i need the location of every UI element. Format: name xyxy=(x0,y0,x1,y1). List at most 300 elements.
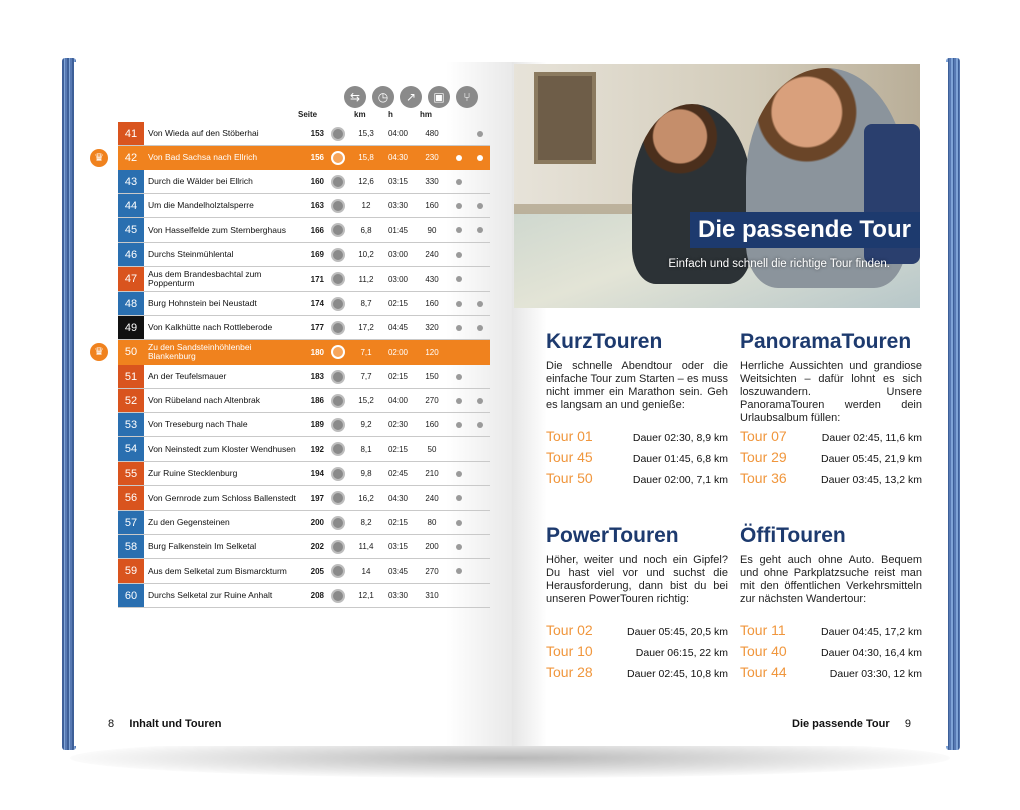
tour-km: 11,2 xyxy=(358,274,374,284)
category-oeffitouren xyxy=(740,524,922,685)
marker-bus xyxy=(448,227,469,233)
marker-dot-icon xyxy=(456,568,462,574)
tour-elevation: 240 xyxy=(425,250,439,259)
title-banner xyxy=(690,212,920,248)
tour-page: 194 xyxy=(310,469,324,478)
difficulty-icon xyxy=(331,491,345,505)
tour-page: 208 xyxy=(310,591,324,600)
tour-elevation: 270 xyxy=(425,566,439,576)
difficulty-icon xyxy=(324,442,352,456)
marker-bus xyxy=(448,325,469,331)
tour-link[interactable]: Tour 29 xyxy=(740,449,787,465)
marker-bus xyxy=(448,471,469,477)
tour-km: 11,4 xyxy=(358,542,374,551)
tour-page: 183 xyxy=(310,372,324,381)
marker-bus xyxy=(448,203,469,209)
tour-km: 12 xyxy=(361,201,371,210)
tour-info: Dauer 03:30, 12 km xyxy=(829,668,922,680)
category-title: PanoramaTouren xyxy=(740,330,912,353)
marker-dot-icon xyxy=(456,398,462,404)
tour-info: Dauer 03:45, 13,2 km xyxy=(821,474,922,486)
tour-row[interactable] xyxy=(118,194,490,218)
marker-dot-icon xyxy=(456,374,462,380)
tour-page: 186 xyxy=(310,396,324,405)
tour-elevation: 330 xyxy=(425,177,439,186)
difficulty-icon xyxy=(331,345,345,359)
tour-page: 205 xyxy=(310,566,324,576)
tour-row[interactable] xyxy=(118,267,490,292)
marker-bus xyxy=(448,301,469,307)
tour-duration: 02:15 xyxy=(387,518,409,527)
category-tour-item[interactable] xyxy=(546,470,728,491)
tour-elevation: 80 xyxy=(427,518,437,527)
left-page-number: 8 xyxy=(108,718,115,730)
difficulty-icon xyxy=(331,321,345,335)
category-tour-item[interactable] xyxy=(546,643,728,664)
category-tour-item[interactable] xyxy=(740,428,922,449)
difficulty-icon xyxy=(324,370,352,384)
tour-duration: 04:45 xyxy=(387,323,409,332)
category-kurztouren xyxy=(546,330,728,491)
category-description: Die schnelle Abendtour oder die einfache Tour zum Starten – es muss nicht immer ein Marathon sein. Geh es langsam an und genieße: xyxy=(546,360,728,411)
tour-row[interactable] xyxy=(118,413,490,437)
difficulty-icon xyxy=(324,272,352,286)
marker-dot-icon xyxy=(456,276,462,282)
category-tour-item[interactable] xyxy=(740,470,922,491)
tour-number: 56 xyxy=(118,486,144,510)
tour-link[interactable]: Tour 02 xyxy=(546,622,593,638)
tour-km: 7,1 xyxy=(360,347,372,357)
tour-duration: 04:30 xyxy=(387,153,409,162)
category-description: Es geht auch ohne Auto. Bequem und ohne Parkplatzsuche reist man mit den öffentlichen Verkehrsmitteln zur nächsten Wandertour: xyxy=(740,554,922,605)
marker-bus xyxy=(448,544,469,550)
hikers-photo xyxy=(514,64,920,308)
tour-page: 197 xyxy=(310,493,324,503)
tour-link[interactable]: Tour 28 xyxy=(546,664,593,680)
tour-row[interactable] xyxy=(118,511,490,535)
marker-dot-icon xyxy=(456,325,462,331)
marker-dot-icon xyxy=(456,203,462,209)
difficulty-icon xyxy=(324,199,352,213)
right-page xyxy=(512,62,948,746)
difficulty-icon xyxy=(331,442,345,456)
tour-elevation: 430 xyxy=(425,274,439,284)
marker-dot-icon xyxy=(477,301,483,307)
tour-name: Von Hasselfelde zum Sternberghaus xyxy=(148,224,286,235)
category-tour-item[interactable] xyxy=(740,622,922,643)
difficulty-icon xyxy=(324,175,352,189)
tour-duration: 04:00 xyxy=(387,396,409,405)
category-title: ÖffiTouren xyxy=(740,524,846,547)
tour-km: 12,1 xyxy=(358,591,374,600)
tour-duration: 02:15 xyxy=(387,299,409,308)
tour-name: Burg Falkenstein Im Selketal xyxy=(148,541,257,551)
category-tour-list xyxy=(740,428,922,491)
tour-number: 59 xyxy=(118,559,144,583)
marker-dot-icon xyxy=(477,398,483,404)
difficulty-icon xyxy=(324,564,352,578)
tour-name: Aus dem Brandesbachtal zum Poppenturm xyxy=(148,269,262,288)
difficulty-icon xyxy=(324,540,352,554)
marker-bus xyxy=(448,495,469,501)
tour-info: Dauer 01:45, 6,8 km xyxy=(632,453,728,465)
marker-dot-icon xyxy=(456,520,462,526)
tour-name: Aus dem Selketal zum Bismarckturm xyxy=(148,565,287,576)
category-panoramatouren xyxy=(740,330,922,491)
marker-dot-icon xyxy=(456,252,462,258)
tour-km: 12,6 xyxy=(358,177,374,186)
marker-bus xyxy=(448,520,469,526)
marker-dot-icon xyxy=(477,422,483,428)
tour-number: 49 xyxy=(118,316,144,339)
tour-km: 6,8 xyxy=(360,225,372,235)
tour-number: 58 xyxy=(118,535,144,558)
tour-row[interactable] xyxy=(118,535,490,559)
col-head-hm: hm xyxy=(420,110,432,119)
tour-duration: 03:00 xyxy=(387,274,409,284)
tour-page: 192 xyxy=(310,444,324,454)
marker-dot-icon xyxy=(477,131,483,137)
marker-bus xyxy=(448,374,469,380)
tour-number: 41 xyxy=(118,122,144,145)
tour-info: Dauer 02:45, 10,8 km xyxy=(627,668,728,680)
left-page xyxy=(74,62,512,746)
tour-link[interactable]: Tour 36 xyxy=(740,470,787,486)
marker-restaurant xyxy=(469,422,490,428)
clock-icon: ◷ xyxy=(372,86,394,108)
tour-km: 7,7 xyxy=(360,372,372,381)
col-head-km: km xyxy=(354,110,366,119)
tour-km: 16,2 xyxy=(358,493,374,503)
tour-duration: 01:45 xyxy=(387,225,409,235)
tour-name: Durch die Wälder bei Ellrich xyxy=(148,176,253,186)
marker-dot-icon xyxy=(456,471,462,477)
tour-row[interactable] xyxy=(94,340,490,365)
category-tour-item[interactable] xyxy=(740,664,922,685)
marker-restaurant xyxy=(469,227,490,233)
tour-name: Zu den Sandsteinhöhlenbei Blankenburg xyxy=(148,342,252,361)
tour-row[interactable] xyxy=(118,243,490,267)
tour-km: 9,8 xyxy=(360,469,372,478)
difficulty-icon xyxy=(331,199,345,213)
category-powertouren xyxy=(546,524,728,685)
tour-duration: 03:30 xyxy=(387,591,409,600)
tour-page: 177 xyxy=(310,323,324,332)
marker-dot-icon xyxy=(456,422,462,428)
tour-elevation: 150 xyxy=(425,372,439,381)
marker-dot-icon xyxy=(456,227,462,233)
tour-km: 15,2 xyxy=(358,396,374,405)
marker-bus xyxy=(448,179,469,185)
tour-link[interactable]: Tour 07 xyxy=(740,428,787,444)
difficulty-icon xyxy=(324,418,352,432)
difficulty-icon xyxy=(324,321,352,335)
col-head-seite: Seite xyxy=(298,110,318,119)
tour-info: Dauer 02:30, 8,9 km xyxy=(632,432,728,444)
tour-name: Von Treseburg nach Thale xyxy=(148,419,248,429)
crown-icon: ♛ xyxy=(90,149,108,167)
difficulty-icon xyxy=(324,223,352,237)
tour-km: 17,2 xyxy=(358,323,374,332)
tour-elevation: 160 xyxy=(425,299,439,308)
tour-duration: 02:15 xyxy=(387,444,409,454)
difficulty-icon xyxy=(324,394,352,408)
marker-restaurant xyxy=(469,131,490,137)
tour-name: Von Kalkhütte nach Rottleberode xyxy=(148,322,273,332)
category-tour-list xyxy=(546,622,728,685)
tour-duration: 03:45 xyxy=(387,566,409,576)
category-description: Höher, weiter und noch ein Gipfel? Du hast viel vor und suchst die Herausforderung, dann bist du bei unseren PowerTouren richtig: xyxy=(546,554,728,605)
tour-km: 8,1 xyxy=(360,444,372,454)
tour-elevation: 160 xyxy=(425,201,439,210)
photo-hiker-man xyxy=(632,104,752,284)
page-subtitle: Einfach und schnell die richtige Tour finden. xyxy=(668,258,890,270)
tour-km: 14 xyxy=(361,566,371,576)
left-footer xyxy=(108,718,221,730)
tour-number: 53 xyxy=(118,413,144,436)
tour-km: 10,2 xyxy=(358,250,374,259)
photo-window xyxy=(534,72,596,164)
difficulty-icon xyxy=(324,297,352,311)
tour-link[interactable]: Tour 44 xyxy=(740,664,787,680)
difficulty-icon xyxy=(331,516,345,530)
tour-number: 43 xyxy=(118,170,144,193)
category-tour-item[interactable] xyxy=(546,428,728,449)
right-page-number: 9 xyxy=(904,718,912,730)
tour-page: 189 xyxy=(310,420,324,429)
crown-icon: ♛ xyxy=(90,343,108,361)
marker-dot-icon xyxy=(477,155,483,161)
tour-number: 46 xyxy=(118,243,144,266)
page-title: Die passende Tour xyxy=(698,216,911,243)
tour-number: 55 xyxy=(118,462,144,485)
tour-number: 44 xyxy=(118,194,144,217)
marker-bus xyxy=(448,398,469,404)
tour-row[interactable] xyxy=(118,486,490,511)
tour-elevation: 210 xyxy=(425,469,439,478)
marker-dot-icon xyxy=(456,495,462,501)
difficulty-icon xyxy=(324,127,352,141)
right-footer-section: Die passende Tour xyxy=(792,718,890,730)
tour-number: 48 xyxy=(118,292,144,315)
tour-number: 54 xyxy=(118,437,144,461)
tour-info: Dauer 05:45, 20,5 km xyxy=(627,626,728,638)
category-tour-item[interactable] xyxy=(546,622,728,643)
marker-restaurant xyxy=(469,301,490,307)
book-edge-right xyxy=(946,58,960,750)
difficulty-icon xyxy=(331,248,345,262)
tour-km: 8,7 xyxy=(360,299,372,308)
difficulty-icon xyxy=(331,564,345,578)
tour-name: Um die Mandelholztalsperre xyxy=(148,200,254,210)
tour-duration: 02:45 xyxy=(387,469,409,478)
tour-name: Von Rübeland nach Altenbrak xyxy=(148,395,261,405)
marker-dot-icon xyxy=(477,203,483,209)
category-description: Herrliche Aussichten und grandiose Weitsichten – dafür lohnt es sich loszuwandern. Unsere PanoramaTouren werden dein Urlaubsalbum füllen: xyxy=(740,360,922,424)
tour-page: 174 xyxy=(310,299,324,308)
marker-dot-icon xyxy=(456,301,462,307)
tour-row[interactable] xyxy=(118,389,490,413)
tour-info: Dauer 06:15, 22 km xyxy=(635,647,728,659)
marker-dot-icon xyxy=(456,155,462,161)
tour-elevation: 240 xyxy=(425,493,439,503)
difficulty-icon xyxy=(324,491,352,505)
tour-name: Von Wieda auf den Stöberhai xyxy=(148,128,259,138)
header-icon-row xyxy=(344,86,478,108)
tour-row[interactable] xyxy=(118,170,490,194)
mountain-icon: ↗ xyxy=(400,86,422,108)
tour-page: 202 xyxy=(310,542,324,551)
tour-page: 171 xyxy=(310,274,324,284)
tour-number: 57 xyxy=(118,511,144,534)
fork-knife-icon: ⑂ xyxy=(456,86,478,108)
tour-link[interactable]: Tour 40 xyxy=(740,643,787,659)
tour-name: Zur Ruine Stecklenburg xyxy=(148,468,238,478)
tour-number: 60 xyxy=(118,584,144,607)
difficulty-icon xyxy=(324,589,352,603)
tour-info: Dauer 02:45, 11,6 km xyxy=(821,432,922,444)
tour-row[interactable] xyxy=(118,559,490,584)
tour-name: Von Bad Sachsa nach Ellrich xyxy=(148,152,258,162)
difficulty-icon xyxy=(331,540,345,554)
marker-bus xyxy=(448,568,469,574)
category-tour-list xyxy=(546,428,728,491)
tour-number: 47 xyxy=(118,267,144,291)
tour-link[interactable]: Tour 11 xyxy=(740,622,786,638)
difficulty-icon xyxy=(324,248,352,262)
tour-link[interactable]: Tour 01 xyxy=(546,428,593,444)
tour-duration: 03:00 xyxy=(387,250,409,259)
bus-icon: ▣ xyxy=(428,86,450,108)
tour-km: 9,2 xyxy=(360,420,372,429)
tour-duration: 03:30 xyxy=(387,201,409,210)
signpost-icon: ⇆ xyxy=(344,86,366,108)
tour-name: Zu den Gegensteinen xyxy=(148,517,230,527)
marker-restaurant xyxy=(469,325,490,331)
marker-restaurant xyxy=(469,155,490,161)
difficulty-icon xyxy=(324,151,352,165)
category-tour-item[interactable] xyxy=(546,449,728,470)
difficulty-icon xyxy=(331,272,345,286)
difficulty-icon xyxy=(331,297,345,311)
marker-bus xyxy=(448,252,469,258)
col-head-h: h xyxy=(388,110,393,119)
tour-name: Durchs Selketal zur Ruine Anhalt xyxy=(148,590,273,600)
tour-elevation: 160 xyxy=(425,420,439,429)
marker-dot-icon xyxy=(477,325,483,331)
tour-info: Dauer 05:45, 21,9 km xyxy=(821,453,922,465)
left-footer-section: Inhalt und Touren xyxy=(129,718,222,730)
tour-page: 160 xyxy=(310,177,324,186)
category-tour-item[interactable] xyxy=(546,664,728,685)
difficulty-icon xyxy=(331,223,345,237)
marker-dot-icon xyxy=(456,544,462,550)
difficulty-icon xyxy=(331,370,345,384)
tour-elevation: 50 xyxy=(427,444,437,454)
tour-row[interactable] xyxy=(118,316,490,340)
tour-duration: 02:00 xyxy=(387,347,409,357)
category-tour-list xyxy=(740,622,922,685)
tour-info: Dauer 04:30, 16,4 km xyxy=(821,647,922,659)
tour-row[interactable] xyxy=(94,146,490,170)
difficulty-icon xyxy=(331,418,345,432)
tour-link[interactable]: Tour 50 xyxy=(546,470,593,486)
difficulty-icon xyxy=(331,175,345,189)
difficulty-icon xyxy=(324,345,352,359)
tour-row[interactable] xyxy=(118,218,490,243)
tour-duration: 03:15 xyxy=(387,542,409,551)
tour-row[interactable] xyxy=(118,462,490,486)
right-footer xyxy=(792,718,911,730)
tour-link[interactable]: Tour 45 xyxy=(546,449,593,465)
tour-number: 51 xyxy=(118,365,144,388)
tour-elevation: 200 xyxy=(425,542,439,551)
difficulty-icon xyxy=(331,127,345,141)
tour-row[interactable] xyxy=(118,365,490,389)
tour-elevation: 270 xyxy=(425,396,439,405)
tour-name: Durchs Steinmühlental xyxy=(148,249,234,259)
tour-table xyxy=(94,122,490,608)
tour-duration: 02:30 xyxy=(387,420,409,429)
tour-elevation: 230 xyxy=(425,153,439,162)
marker-dot-icon xyxy=(456,179,462,185)
tour-number: 42 xyxy=(118,146,144,169)
tour-page: 200 xyxy=(310,518,324,527)
tour-number: 45 xyxy=(118,218,144,242)
difficulty-icon xyxy=(331,151,345,165)
tour-row[interactable] xyxy=(118,292,490,316)
tour-page: 166 xyxy=(310,225,324,235)
difficulty-icon xyxy=(331,589,345,603)
tour-info: Dauer 04:45, 17,2 km xyxy=(821,626,922,638)
tour-duration: 04:30 xyxy=(387,493,409,503)
difficulty-icon xyxy=(331,467,345,481)
tour-km: 15,3 xyxy=(358,129,374,138)
difficulty-icon xyxy=(324,516,352,530)
marker-restaurant xyxy=(469,398,490,404)
tour-number: 52 xyxy=(118,389,144,412)
tour-name: Von Neinstedt zum Kloster Wendhusen xyxy=(148,443,296,454)
category-tour-item[interactable] xyxy=(740,449,922,470)
tour-duration: 04:00 xyxy=(387,129,409,138)
tour-name: An der Teufelsmauer xyxy=(148,371,227,381)
tour-number: 50 xyxy=(118,340,144,364)
tour-row[interactable] xyxy=(118,437,490,462)
tour-link[interactable]: Tour 10 xyxy=(546,643,593,659)
tour-km: 8,2 xyxy=(360,518,372,527)
marker-bus xyxy=(448,155,469,161)
category-title: PowerTouren xyxy=(546,524,679,547)
tour-page: 180 xyxy=(310,347,324,357)
category-tour-item[interactable] xyxy=(740,643,922,664)
marker-bus xyxy=(448,422,469,428)
tour-page: 169 xyxy=(310,250,324,259)
tour-name: Von Gernrode zum Schloss Ballenstedt xyxy=(148,492,296,503)
tour-page: 163 xyxy=(310,201,324,210)
tour-page: 153 xyxy=(310,129,324,138)
category-title: KurzTouren xyxy=(546,330,663,353)
tour-row[interactable] xyxy=(118,122,490,146)
tour-km: 15,8 xyxy=(358,153,374,162)
tour-elevation: 320 xyxy=(425,323,439,332)
tour-duration: 03:15 xyxy=(387,177,409,186)
tour-name: Burg Hohnstein bei Neustadt xyxy=(148,298,257,308)
difficulty-icon xyxy=(331,394,345,408)
tour-elevation: 120 xyxy=(425,347,439,357)
tour-elevation: 90 xyxy=(427,225,437,235)
tour-row[interactable] xyxy=(118,584,490,608)
tour-info: Dauer 02:00, 7,1 km xyxy=(632,474,728,486)
